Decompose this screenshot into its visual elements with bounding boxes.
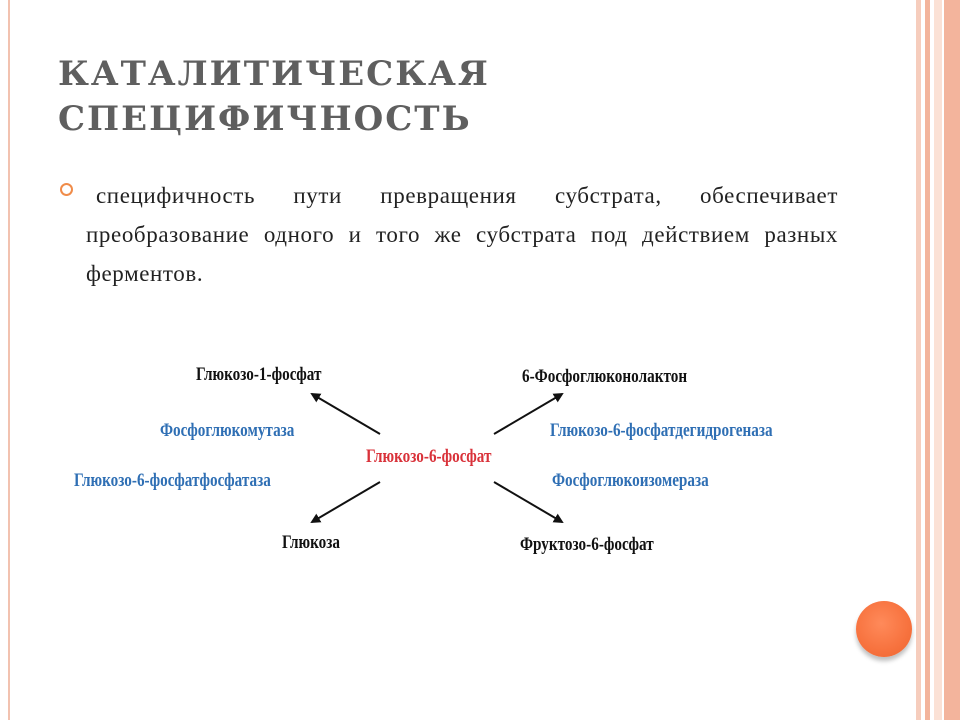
enzyme-top-left: Фосфоглюкомутаза bbox=[160, 420, 295, 441]
product-top-left: Глюкозо-1-фосфат bbox=[196, 364, 322, 385]
bullet-item bbox=[58, 176, 838, 293]
product-bottom-left: Глюкоза bbox=[282, 532, 340, 553]
slide-left-frame-line bbox=[8, 0, 10, 720]
arrow-to-top-left bbox=[312, 394, 380, 434]
bullet-text: специфичность пути превращения субстрата, обеспечивает преобразование одного и того же субстрата под действием разных ферментов. bbox=[86, 183, 838, 286]
enzyme-top-right: Глюкозо-6-фосфатдегидрогеназа bbox=[550, 420, 773, 441]
center-substrate: Глюкозо-6-фосфат bbox=[366, 446, 492, 467]
bullet-circle-icon bbox=[60, 183, 73, 196]
stripe-3 bbox=[934, 0, 942, 720]
decorative-orange-circle bbox=[856, 601, 912, 657]
enzyme-bottom-left: Глюкозо-6-фосфатфосфатаза bbox=[74, 470, 271, 491]
product-top-right: 6-Фосфоглюконолактон bbox=[522, 366, 688, 387]
stripe-2 bbox=[925, 0, 930, 720]
product-bottom-right: Фруктозо-6-фосфат bbox=[520, 534, 654, 555]
slide-title-line-1: КАТАЛИТИЧЕСКАЯ bbox=[58, 54, 490, 94]
stripe-4 bbox=[944, 0, 960, 720]
slide-title-line-2: СПЕЦИФИЧНОСТЬ bbox=[58, 99, 472, 139]
stripe-1 bbox=[916, 0, 921, 720]
slide-title bbox=[58, 52, 878, 142]
decorative-side-stripes bbox=[916, 0, 960, 720]
enzyme-bottom-right: Фосфоглюкоизомераза bbox=[552, 470, 709, 491]
reaction-diagram bbox=[62, 338, 852, 578]
arrow-to-bottom-left bbox=[312, 482, 380, 522]
